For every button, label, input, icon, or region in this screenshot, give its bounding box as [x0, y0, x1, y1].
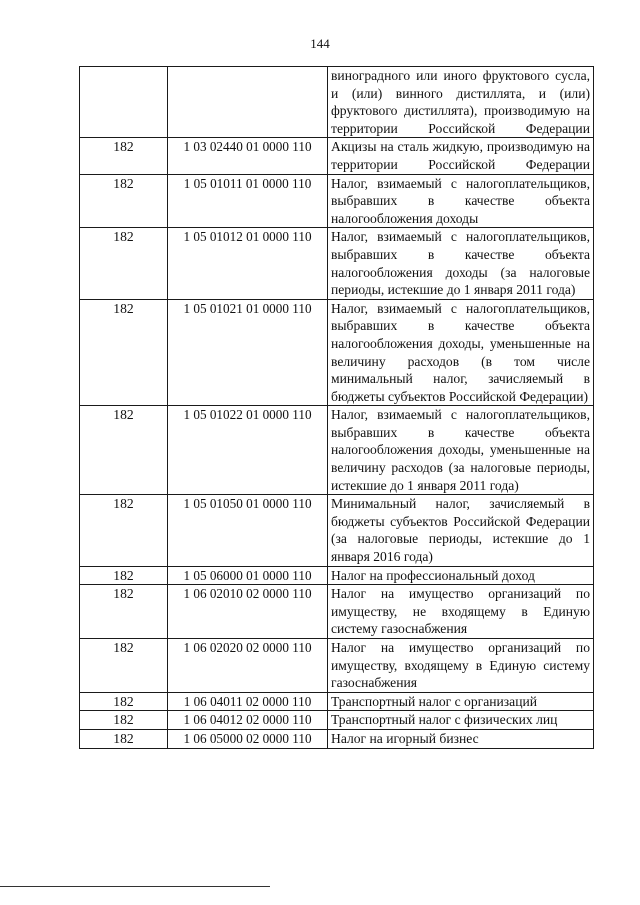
admin-code-cell: 182 — [80, 692, 168, 711]
budget-code-cell: 1 05 01021 01 0000 110 — [168, 299, 328, 406]
table-row — [80, 585, 594, 639]
budget-code-cell: 1 06 02020 02 0000 110 — [168, 639, 328, 693]
table-row — [80, 406, 594, 495]
description-cell: Налог, взимаемый с налогоплательщиков, выбравших в качестве объекта налогообложения доходы — [328, 174, 594, 228]
admin-code-cell: 182 — [80, 639, 168, 693]
admin-code-cell: 182 — [80, 495, 168, 566]
admin-code-cell — [80, 67, 168, 138]
description-cell: Налог на профессиональный доход — [328, 566, 594, 585]
page-number: 144 — [310, 36, 330, 51]
admin-code-cell: 182 — [80, 711, 168, 730]
admin-code-cell: 182 — [80, 566, 168, 585]
revenue-codes-table — [79, 66, 594, 749]
description-cell: Налог, взимаемый с налогоплательщиков, выбравших в качестве объекта налогообложения доходы, уменьшенные на величину расходов (в том числе минимальный налог, зачисляемый в бюджеты субъектов Российской Федерации) — [328, 299, 594, 406]
description-cell: Транспортный налог с физических лиц — [328, 711, 594, 730]
table-body — [80, 67, 594, 749]
admin-code-cell: 182 — [80, 729, 168, 748]
description-cell: Налог, взимаемый с налогоплательщиков, выбравших в качестве объекта налогообложения доходы (за налоговые периоды, истекшие до 1 января 2011 года) — [328, 228, 594, 299]
description-cell: Налог, взимаемый с налогоплательщиков, выбравших в качестве объекта налогообложения доходы, уменьшенные на величину расходов (за налоговые периоды, истекшие до 1 января 2011 года) — [328, 406, 594, 495]
table-row — [80, 639, 594, 693]
description-cell: Налог на игорный бизнес — [328, 729, 594, 748]
description-cell: Налог на имущество организаций по имуществу, входящему в Единую систему газоснабжения — [328, 639, 594, 693]
admin-code-cell: 182 — [80, 585, 168, 639]
table-row — [80, 228, 594, 299]
table-row — [80, 692, 594, 711]
description-cell: Налог на имущество организаций по имуществу, не входящему в Единую систему газоснабжения — [328, 585, 594, 639]
table-row — [80, 566, 594, 585]
budget-code-cell: 1 03 02440 01 0000 110 — [168, 138, 328, 174]
budget-code-cell — [168, 67, 328, 138]
budget-code-cell: 1 05 01022 01 0000 110 — [168, 406, 328, 495]
description-cell: виноградного или иного фруктового сусла, и (или) винного дистиллята, и (или) фруктового дистиллята), производимую на территории Российской Федерации — [328, 67, 594, 138]
description-cell: Минимальный налог, зачисляемый в бюджеты субъектов Российской Федерации (за налоговые периоды, истекшие до 1 января 2016 года) — [328, 495, 594, 566]
description-cell: Транспортный налог с организаций — [328, 692, 594, 711]
budget-code-cell: 1 06 04011 02 0000 110 — [168, 692, 328, 711]
admin-code-cell: 182 — [80, 174, 168, 228]
budget-code-cell: 1 05 01050 01 0000 110 — [168, 495, 328, 566]
table-row — [80, 299, 594, 406]
budget-code-cell: 1 05 01011 01 0000 110 — [168, 174, 328, 228]
budget-code-cell: 1 06 05000 02 0000 110 — [168, 729, 328, 748]
table-row — [80, 67, 594, 138]
admin-code-cell: 182 — [80, 299, 168, 406]
budget-code-cell: 1 05 01012 01 0000 110 — [168, 228, 328, 299]
description-cell: Акцизы на сталь жидкую, производимую на территории Российской Федерации — [328, 138, 594, 174]
budget-code-cell: 1 06 02010 02 0000 110 — [168, 585, 328, 639]
table-row — [80, 174, 594, 228]
footnote-separator — [0, 886, 270, 887]
admin-code-cell: 182 — [80, 228, 168, 299]
admin-code-cell: 182 — [80, 406, 168, 495]
admin-code-cell: 182 — [80, 138, 168, 174]
table-row — [80, 729, 594, 748]
table-row — [80, 138, 594, 174]
budget-code-cell: 1 05 06000 01 0000 110 — [168, 566, 328, 585]
table-row — [80, 711, 594, 730]
table-row — [80, 495, 594, 566]
budget-code-cell: 1 06 04012 02 0000 110 — [168, 711, 328, 730]
